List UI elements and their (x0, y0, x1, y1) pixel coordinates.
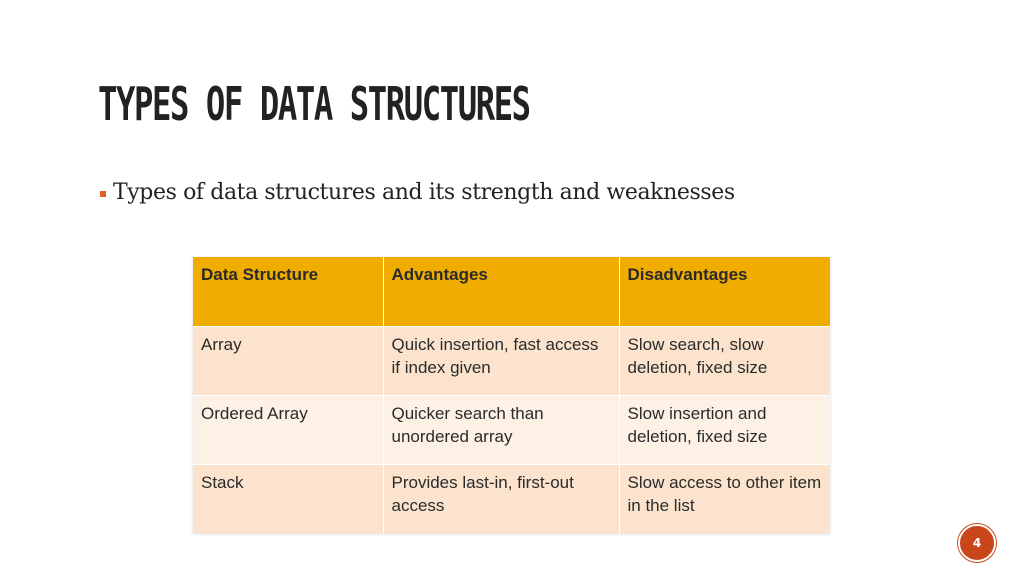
cell-advantages: Quick insertion, fast access if index given (383, 326, 619, 395)
data-structures-table (193, 257, 830, 533)
square-bullet-icon (100, 191, 106, 197)
slide-title: TYPES OF DATA STRUCTURES (98, 77, 530, 131)
cell-advantages: Provides last-in, first-out access (383, 464, 619, 533)
cell-structure: Stack (193, 464, 383, 533)
cell-disadvantages: Slow access to other item in the list (627, 472, 822, 515)
table-row (193, 326, 830, 395)
cell-structure: Ordered Array (193, 395, 383, 464)
table-row (193, 464, 830, 533)
header-disadvantages: Disadvantages (627, 265, 748, 284)
cell-disadvantages: Slow insertion and deletion, fixed size (627, 403, 768, 446)
cell-structure: Array (193, 326, 383, 395)
header-advantages: Advantages (383, 257, 619, 326)
cell-disadvantages: Slow search, slow deletion, fixed size (627, 334, 768, 377)
cell-advantages: Quicker search than unordered array (383, 395, 619, 464)
header-data-structure: Data Structure (193, 257, 383, 326)
table-row (193, 395, 830, 464)
table-header-row (193, 257, 830, 326)
bullet-item (100, 180, 735, 205)
page-number-badge: 4 (958, 524, 996, 562)
bullet-text: Types of data structures and its strength and weaknesses (113, 180, 735, 205)
